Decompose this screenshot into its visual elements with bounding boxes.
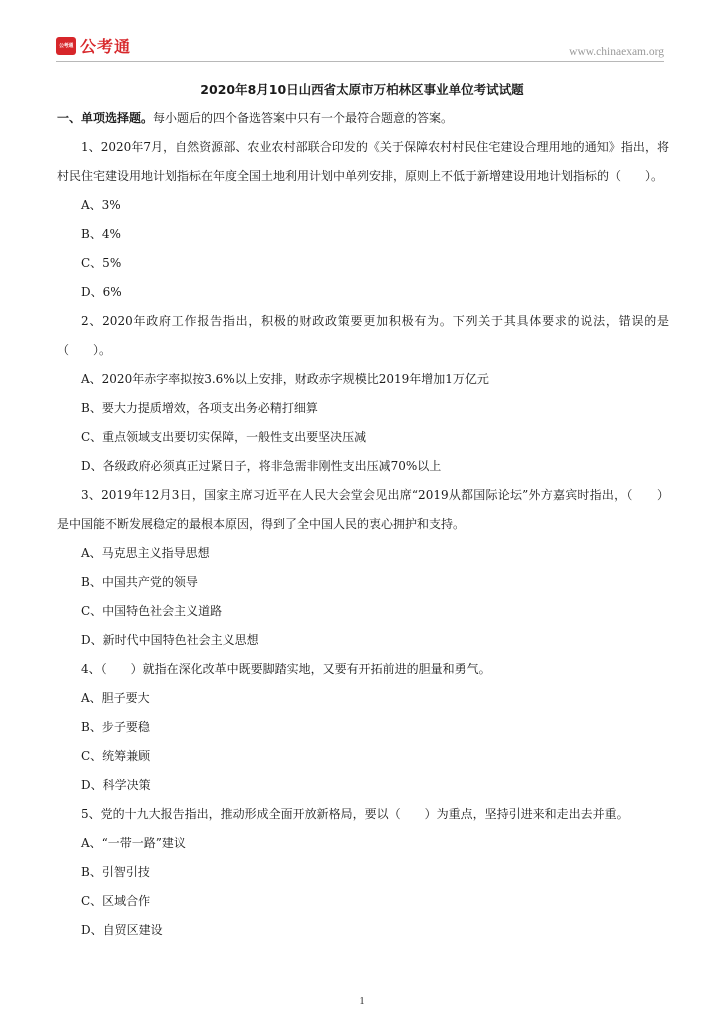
option-a: A、3% xyxy=(81,198,121,212)
question-stem: 5、党的十九大报告指出，推动形成全面开放新格局，要以（ ）为重点，坚持引进来和走出去并重。 xyxy=(81,807,629,821)
option-a: A、胆子要大 xyxy=(81,691,150,705)
option-d: D、新时代中国特色社会主义思想 xyxy=(81,633,259,647)
question-stem: 2、2020年政府工作报告指出，积极的财政政策要更加积极有为。下列关于其具体要求的说法，错误的是（ ）。 xyxy=(57,314,669,357)
option-c: C、中国特色社会主义道路 xyxy=(81,604,223,618)
section-heading xyxy=(57,104,669,133)
option-b: B、步子要稳 xyxy=(81,720,150,734)
section-heading-label: 一、单项选择题。 xyxy=(57,111,154,125)
question-stem: 1、2020年7月，自然资源部、农业农村部联合印发的《关于保障农村村民住宅建设合理用地的通知》指出，将村民住宅建设用地计划指标在年度全国土地利用计划中单列安排，原则上不低于新增建设用地计划指标的（ ）。 xyxy=(57,140,669,183)
logo[interactable] xyxy=(56,34,131,57)
question-1 xyxy=(57,133,669,307)
page-header xyxy=(0,0,724,62)
question-2 xyxy=(57,307,669,481)
header-divider xyxy=(56,61,664,62)
option-c: C、统筹兼顾 xyxy=(81,749,151,763)
logo-mark-icon xyxy=(56,37,76,55)
question-stem: 4、（ ）就指在深化改革中既要脚踏实地，又要有开拓前进的胆量和勇气。 xyxy=(81,662,491,676)
document-body xyxy=(57,104,669,945)
option-b: B、4% xyxy=(81,227,121,241)
option-a: A、马克思主义指导思想 xyxy=(81,546,210,560)
logo-mark-text: 公考通 xyxy=(58,43,74,49)
site-url[interactable]: www.chinaexam.org xyxy=(569,46,664,58)
option-b: B、中国共产党的领导 xyxy=(81,575,198,589)
option-c: C、重点领域支出要切实保障，一般性支出要坚决压减 xyxy=(81,430,367,444)
logo-text: 公考通 xyxy=(80,37,132,56)
option-d: D、6% xyxy=(81,285,122,299)
question-stem: 3、2019年12月3日，国家主席习近平在人民大会堂会见出席“2019从都国际论坛”外方嘉宾时指出，（ ）是中国能不断发展稳定的最根本原因，得到了全中国人民的衷心拥护和支持。 xyxy=(57,488,669,531)
question-4 xyxy=(57,655,669,800)
question-3 xyxy=(57,481,669,655)
page-number: 1 xyxy=(359,996,365,1007)
question-5 xyxy=(57,800,669,945)
document-title: 2020年8月10日山西省太原市万柏林区事业单位考试试题 xyxy=(200,82,524,97)
option-a: A、2020年赤字率拟按3.6%以上安排，财政赤字规模比2019年增加1万亿元 xyxy=(81,372,489,386)
option-d: D、自贸区建设 xyxy=(81,923,163,937)
option-d: D、各级政府必须真正过紧日子，将非急需非刚性支出压减70%以上 xyxy=(81,459,442,473)
option-b: B、引智引技 xyxy=(81,865,150,879)
option-b: B、要大力提质增效，各项支出务必精打细算 xyxy=(81,401,318,415)
option-c: C、区域合作 xyxy=(81,894,151,908)
option-a: A、“一带一路”建议 xyxy=(81,836,186,850)
section-instruction: 每小题后的四个备选答案中只有一个最符合题意的答案。 xyxy=(153,111,454,125)
option-d: D、科学决策 xyxy=(81,778,151,792)
option-c: C、5% xyxy=(81,256,122,270)
